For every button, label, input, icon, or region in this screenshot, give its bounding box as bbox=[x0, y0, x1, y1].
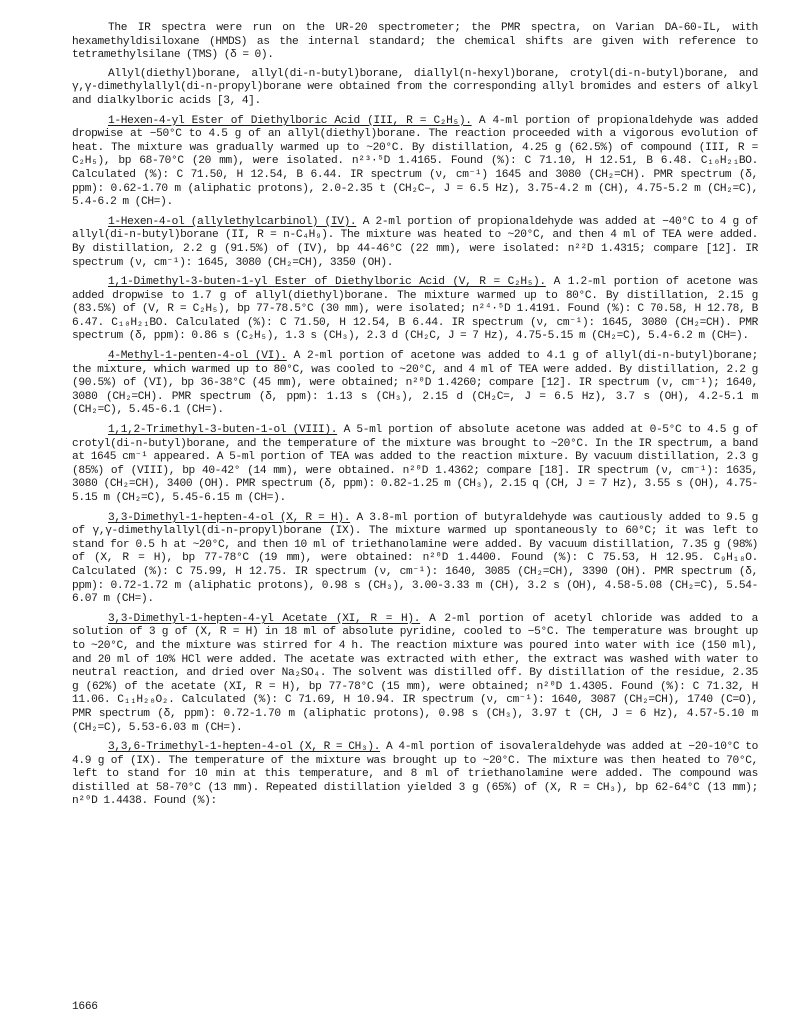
paragraph-body: The IR spectra were run on the UR-20 spectrometer; the PMR spectra, on Varian DA-60-IL, with hexamethyldisiloxane (HMDS) as the internal standard; the chemical shifts are given with reference to tetramethylsilane (TMS) (δ = 0). bbox=[72, 22, 758, 62]
page-number: 1666 bbox=[72, 1001, 98, 1013]
compound-heading: 1-Hexen-4-yl Ester of Diethylboric Acid (III, R = C₂H₅). bbox=[108, 114, 472, 127]
paragraph-compound-VI bbox=[72, 350, 758, 418]
compound-heading: 4-Methyl-1-penten-4-ol (VI). bbox=[108, 350, 287, 363]
compound-heading: 3,3-Dimethyl-1-hepten-4-ol (X, R = H). bbox=[108, 511, 351, 524]
paragraph-body: A 4-ml portion of isovaleraldehyde was added at −20-10°C to 4.9 g of (IX). The temperature of the mixture was brought up to ~20°C. The mixture was then heated to 70°C, left to stand for 10 min at this temperature, and 8 ml of triethanolamine were added. The compound was distilled at 58-70°C (13 mm). Repeated distillation yielded 3 g (65%) of (X, R = CH₃), bp 62-64°C (13 mm); n²⁰D 1.4438. Found (%): bbox=[72, 741, 758, 808]
paragraph-body: A 3.8-ml portion of butyraldehyde was cautiously added to 9.5 g of γ,γ-dimethylallyl(di-n-propyl)borane (IX). The mixture warmed up spontaneously to 60°C; it was left to stand for 0.5 h at ~20°C, and then 10 ml of triethanolamine were added. By vacuum distillation, 7.35 g (98%) of (X, R = H), bp 77-78°C (19 mm), were obtained: n²⁰D 1.4400. Found (%): C 75.53, H 12.95. C₉H₁₈O. Calculated (%): C 75.99, H 12.75. IR spectrum (ν, cm⁻¹): 1640, 3085 (CH₂=CH), 3390 (OH). PMR spectrum (δ, ppm): 0.72-1.72 m (aliphatic protons), 0.98 s (CH₃), 3.00-3.33 m (CH), 3.2 s (OH), 4.58-5.08 (CH₂=C), 5.54-6.07 m (CH=). bbox=[72, 511, 758, 606]
paragraph-body: A 5-ml portion of absolute acetone was added at 0-5°C to 4.5 g of crotyl(di-n-butyl)borane, and the temperature of the mixture was brought to ~20°C. In the IR spectrum, a band at 1645 cm⁻¹ appeared. A 5-ml portion of TEA was added to the reaction mixture. By vacuum distillation, 2.3 g (85%) of (VIII), bp 40-42° (14 mm), were obtained. n²⁰D 1.4362; compare [18]. IR spectrum (ν, cm⁻¹): 1635, 3080 (CH₂=CH), 3400 (OH). PMR spectrum (δ, ppm): 0.82-1.25 m (CH₃), 2.15 q (CH, J = 7 Hz), 3.55 s (OH), 4.75-5.15 m (CH₂=C), 5.45-6.15 m (CH=). bbox=[72, 424, 758, 504]
paragraph-body: A 4-ml portion of propionaldehyde was added dropwise at −50°C to 4.5 g of an allyl(diethyl)borane. The reaction proceeded with a vigorous evolution of heat. The mixture was gradually warmed up to ~20°C. By distillation, 4.25 g (62.5%) of compound (III, R = C₂H₅), bp 68-70°C (20 mm), were isolated. n²³·⁵D 1.4165. Found (%): C 71.10, H 12.51, B 6.48. C₁₀H₂₁BO. Calculated (%): C 71.50, H 12.54, B 6.44. IR spectrum (ν, cm⁻¹) 1645 and 3080 (CH₂=CH). PMR spectrum (δ, ppm): 0.62-1.70 m (aliphatic protons), 2.0-2.35 t (CH₂C–, J = 6.5 Hz), 3.75-4.2 m (CH), 4.75-5.2 m (CH₂=C), 5.4-6.2 m (CH=). bbox=[72, 114, 758, 209]
paragraph-compound-X bbox=[72, 512, 758, 607]
compound-heading: 1,1,2-Trimethyl-3-buten-1-ol (VIII). bbox=[108, 424, 338, 437]
compound-heading: 1,1-Dimethyl-3-buten-1-yl Ester of Diethylboric Acid (V, R = C₂H₅). bbox=[108, 276, 546, 289]
paragraph-body: A 2-ml portion of acetone was added to 4.1 g of allyl(di-n-butyl)borane; the mixture, which warmed up to 80°C, was cooled to ~20°C, and 4 ml of TEA were added. By distillation, 2.2 g (90.5%) of (VI), bp 36-38°C (45 mm), were obtained; n²⁰D 1.4260; compare [12]. IR spectrum (ν, cm⁻¹); 1640, 3080 (CH₂=CH). PMR spectrum (δ, ppm): 1.13 s (CH₃), 2.15 d (CH₂C=, J = 6.5 Hz), 3.7 s (OH), 4.2-5.1 m (CH₂=C), 5.45-6.1 (CH=). bbox=[72, 350, 758, 417]
paragraph-compound-X-CH3 bbox=[72, 741, 758, 809]
paragraph-compound-VIII bbox=[72, 424, 758, 506]
compound-heading: 3,3,6-Trimethyl-1-hepten-4-ol (X, R = CH₃). bbox=[108, 741, 381, 754]
paragraph-compound-XI bbox=[72, 613, 758, 735]
paragraph-starting-materials bbox=[72, 68, 758, 109]
paragraph-body: Allyl(diethyl)borane, allyl(di-n-butyl)borane, diallyl(n-hexyl)borane, crotyl(di-n-butyl)borane, and γ,γ-dimethylallyl(di-n-propyl)borane were obtained from the corresponding allyl bromides and esters of alkyl and dialkylboric acids [3, 4]. bbox=[72, 67, 758, 107]
paragraph-compound-III bbox=[72, 115, 758, 210]
paragraph-body: A 2-ml portion of propionaldehyde was added at −40°C to 4 g of allyl(di-n-butyl)borane (II, R = n-C₄H₉). The mixture was heated to ~20°C, and then 4 ml of TEA were added. By distillation, 2.2 g (91.5%) of (IV), bp 44-46°C (22 mm), were isolated: n²²D 1.4315; compare [12]. IR spectrum (ν, cm⁻¹): 1645, 3080 (CH₂=CH), 3350 (OH). bbox=[72, 215, 758, 269]
compound-heading: 3,3-Dimethyl-1-hepten-4-yl Acetate (XI, R = H). bbox=[108, 612, 421, 625]
paragraph-compound-IV bbox=[72, 216, 758, 270]
paragraph-body: A 1.2-ml portion of acetone was added dropwise to 1.7 g of allyl(diethyl)borane. The mixture warmed up to 80°C. By distillation, 2.15 g (83.5%) of (V, R = C₂H₅), bp 77-78.5°C (30 mm), were isolated; n²⁴·⁵D 1.4191. Found (%): C 70.58, H 12.78, B 6.47. C₁₀H₂₁BO. Calculated (%): C 71.50, H 12.54, B 6.44. IR spectrum (ν, cm⁻¹): 1645, 3080 (CH₂=CH). PMR spectrum (δ, ppm): 0.86 s (C₂H₅), 1.3 s (CH₃), 2.3 d (CH₂C, J = 7 Hz), 4.75-5.15 m (CH₂=C), 5.4-6.2 m (CH=). bbox=[72, 276, 758, 343]
paragraph-compound-V bbox=[72, 276, 758, 344]
paragraph-body: A 2-ml portion of acetyl chloride was added to a solution of 3 g of (X, R = H) in 18 ml of absolute pyridine, cooled to −5°C. The temperature was brought up to ~20°C, and the mixture was stirred for 4 h. The reaction mixture was poured into water with ice (150 ml), and 20 ml of 10% HCl were added. The acetate was extracted with ether, the extract was washed with water to neutral reaction, and dried over Na₂SO₄. The solvent was distilled off. By distillation of the residue, 2.35 g (62%) of the acetate (XI, R = H), bp 77-78°C (15 mm), were obtained; n²⁰D 1.4305. Found (%): C 71.32, H 11.06. C₁₁H₂₀O₂. Calculated (%): C 71.69, H 10.94. IR spectrum (ν, cm⁻¹): 1640, 3087 (CH₂=CH), 1740 (C=O), PMR spectrum (δ, ppm): 0.72-1.70 m (aliphatic protons), 0.98 s (CH₃), 3.97 t (CH, J = 6 Hz), 4.57-5.10 m (CH₂=C), 5.53-6.03 m (CH=). bbox=[72, 612, 758, 734]
article-text bbox=[72, 22, 758, 815]
compound-heading: 1-Hexen-4-ol (allylethylcarbinol) (IV). bbox=[108, 215, 357, 228]
paragraph-instruments bbox=[72, 22, 758, 63]
